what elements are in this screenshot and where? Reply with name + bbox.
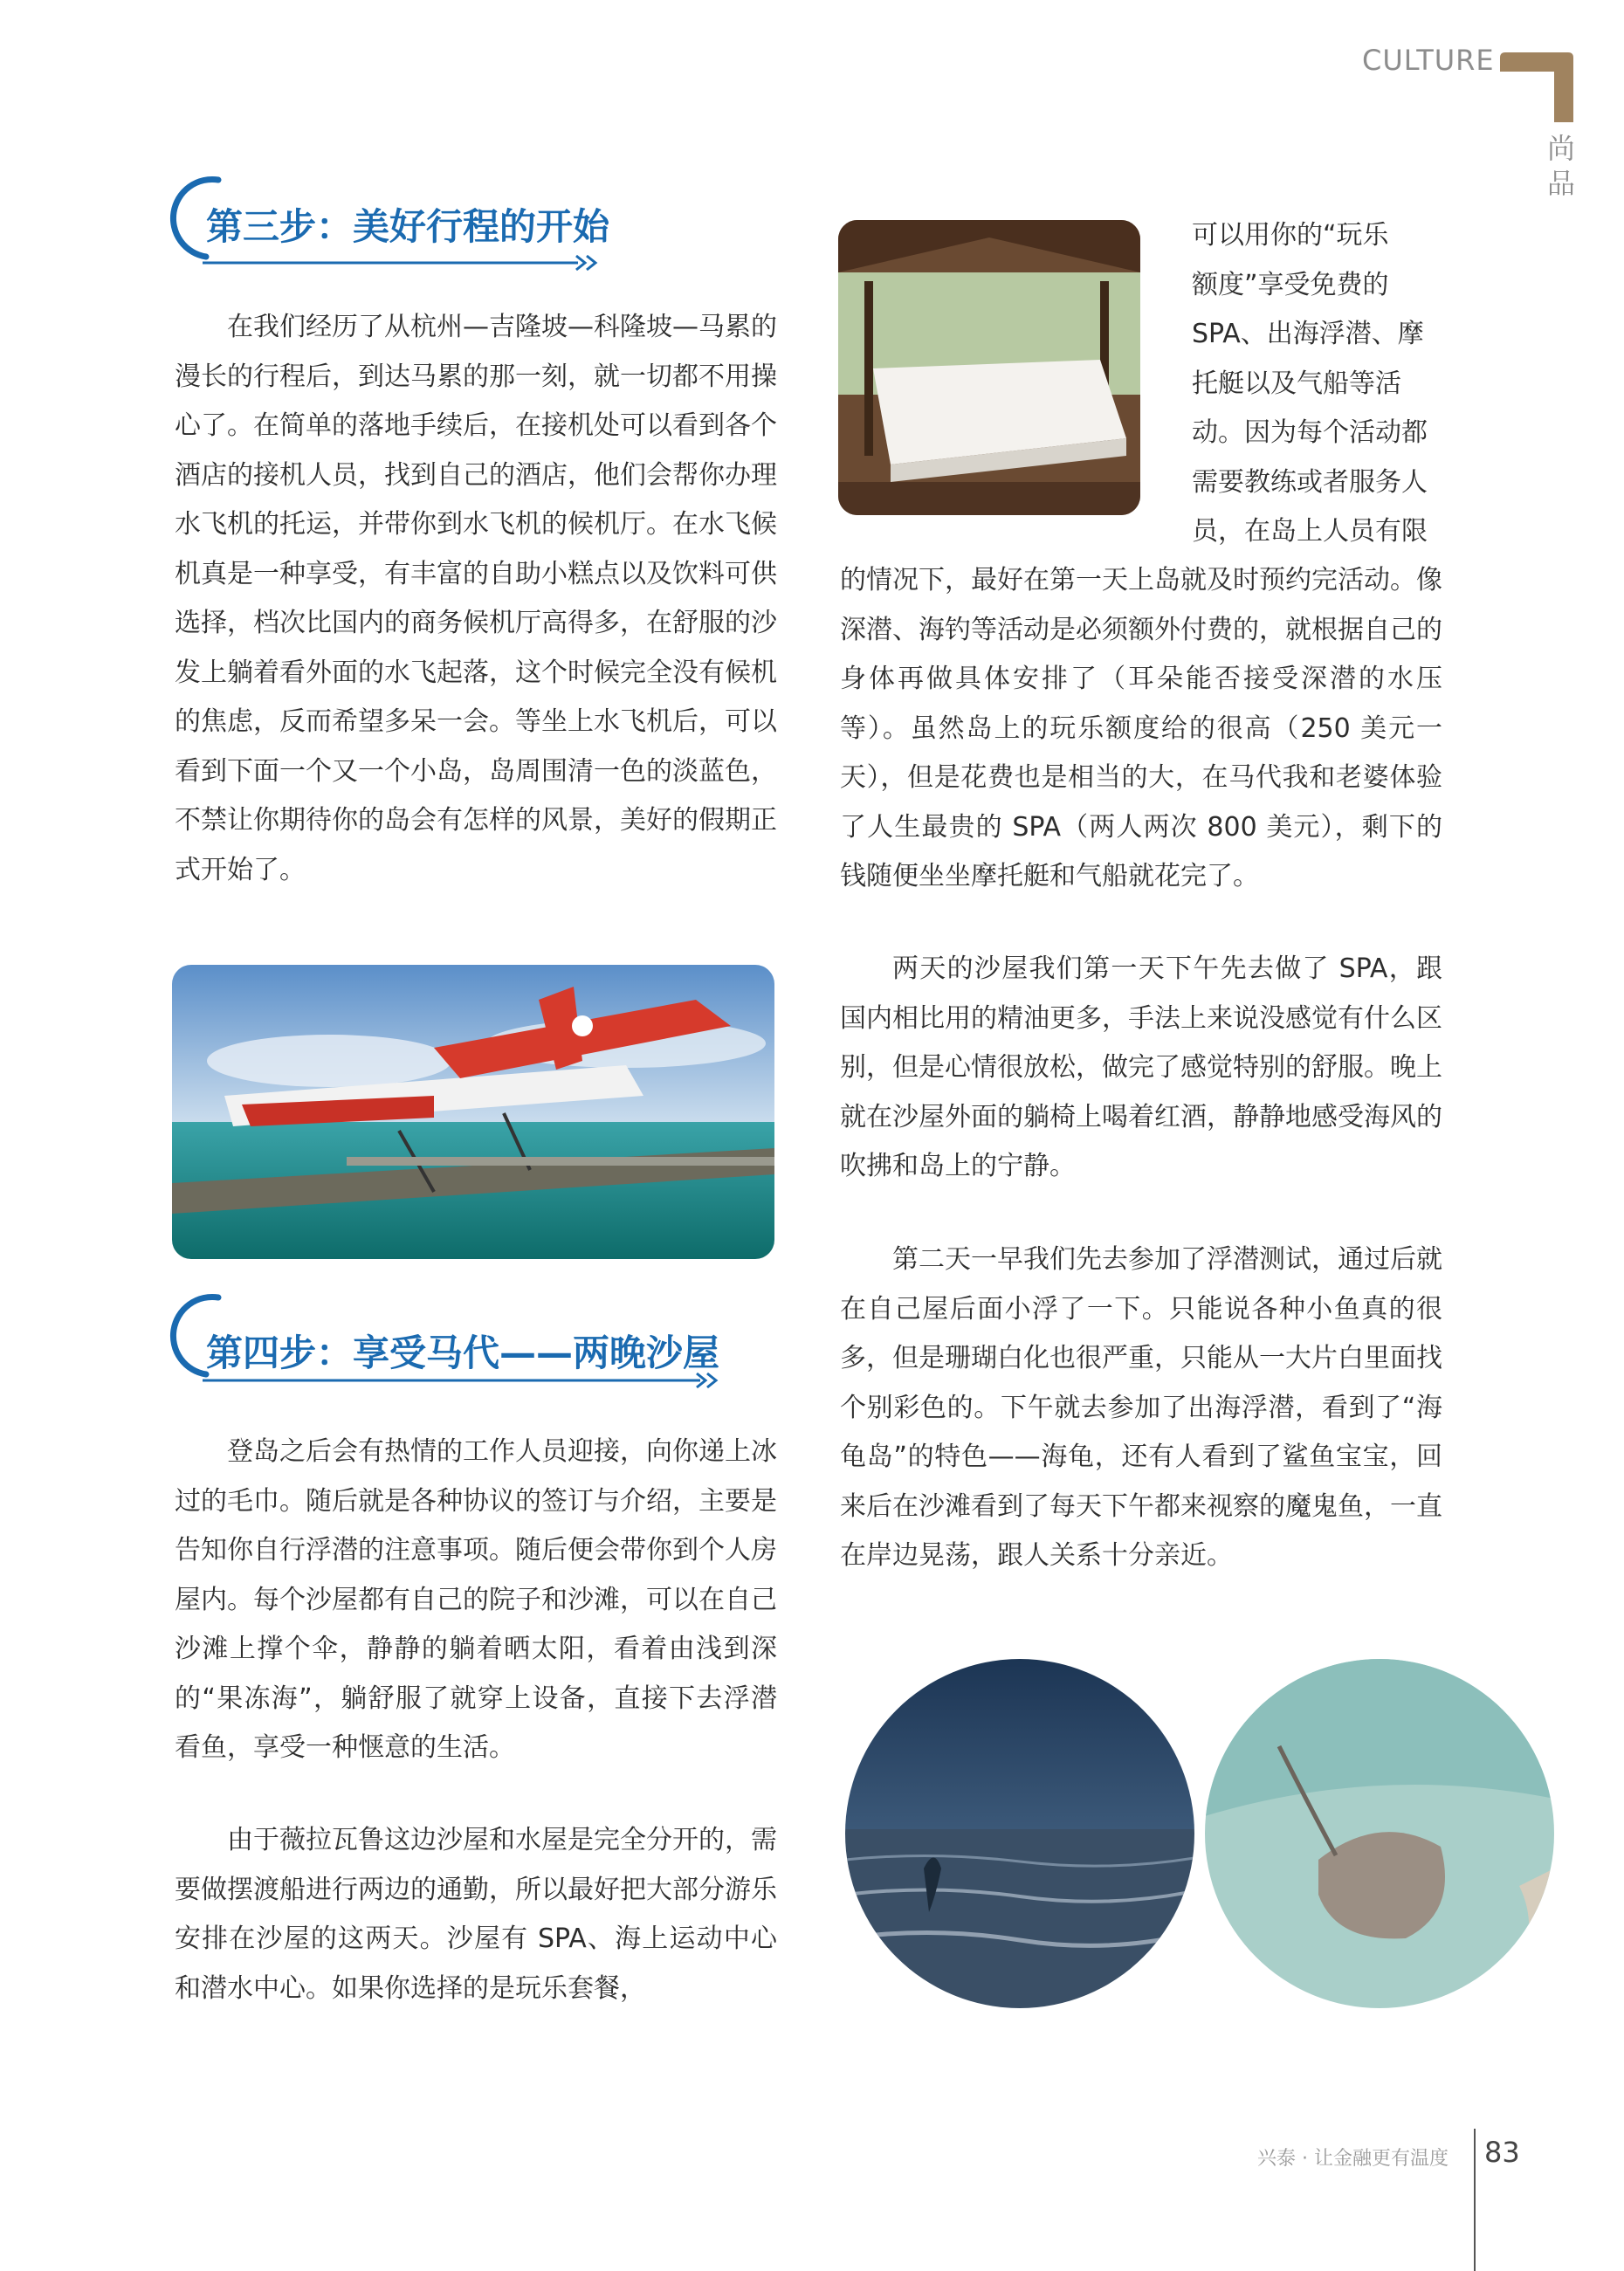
section3-paragraph: 在我们经历了从杭州—吉隆坡—科隆坡—马累的漫长的行程后，到达马累的那一刻，就一切都不用操心了。在简单的落地手续后，在接机处可以看到各个酒店的接机人员，找到自己的酒店，他们会帮你办理水飞机的托运，并带你到水飞机的候机厅。在水飞候机真是一种享受，有丰富的自助小糕点以及饮料可供选择，档次比国内的商务候机厅高得多，在舒服的沙发上躺着看外面的水飞起落，这个时候完全没有候机的焦虑，反而希望多呆一会。等坐上水飞机后，可以看到下面一个又一个小岛，岛周围清一色的淡蓝色，不禁让你期待你的岛会有怎样的风景，美好的假期正式开始了。 bbox=[175, 312, 777, 885]
right-paragraph-1: 的情况下，最好在第一天上岛就及时预约完活动。像深潜、海钓等活动是必须额外付费的，就根据自己的身体再做具体安排了（耳朵能否接受深潜的水压等）。虽然岛上的玩乐额度给的很高（250 美元一天），但是花费也是相当的大，在马代我和老婆体验了人生最贵的 SPA（两人两次 800 美元），剩下的钱随便坐坐摩托艇和气船就花完了。 bbox=[840, 565, 1442, 891]
wrap-line: 员，在岛上人员有限 bbox=[1192, 516, 1428, 547]
wrap-line: 动。因为每个活动都 bbox=[1192, 417, 1428, 448]
section4-title: 第四步：享受马代——两晚沙屋 bbox=[206, 1332, 720, 1374]
footer-divider bbox=[1474, 2129, 1476, 2271]
seaplane-photo bbox=[172, 965, 774, 1259]
wrap-line: SPA、出海浮潜、摩 bbox=[1192, 319, 1424, 349]
right-paragraph-2: 两天的沙屋我们第一天下午先去做了 SPA，跟国内相比用的精油更多，手法上来说没感觉有什么区别，但是心情很放松，做完了感觉特别的舒服。晚上就在沙屋外面的躺椅上喝着红酒，静静地感受海风的吹拂和岛上的宁静。 bbox=[840, 953, 1442, 1181]
wrap-line: 托艇以及气船等活 bbox=[1192, 368, 1401, 399]
section-label: CULTURE bbox=[1362, 44, 1495, 77]
spa-photo bbox=[838, 220, 1140, 515]
section4-paragraph-1: 登岛之后会有热情的工作人员迎接，向你递上冰过的毛巾。随后就是各种协议的签订与介绍，主要是告知你自行浮潜的注意事项。随后便会带你到个人房屋内。每个沙屋都有自己的院子和沙滩，可以在自己沙滩上撑个伞，静静的躺着晒太阳，看着由浅到深的“果冻海”，躺舒服了就穿上设备，直接下去浮潜看鱼，享受一种惬意的生活。 bbox=[175, 1436, 777, 1763]
vertical-label: 尚品 bbox=[1546, 132, 1575, 200]
stingray-photo bbox=[1205, 1659, 1554, 2008]
section3-title: 第三步：美好行程的开始 bbox=[206, 205, 610, 248]
page-number: 83 bbox=[1484, 2136, 1520, 2169]
right-paragraph-3: 第二天一早我们先去参加了浮潜测试，通过后就在自己屋后面小浮了一下。只能说各种小鱼真的很多，但是珊瑚白化也很严重，只能从一大片白里面找个别彩色的。下午就去参加了出海浮潜，看到了“海龟岛”的特色——海龟，还有人看到了鲨鱼宝宝，回来后在沙滩看到了每天下午都来视察的魔鬼鱼，一直在岸边晃荡，跟人关系十分亲近。 bbox=[840, 1244, 1442, 1571]
wrap-line: 额度”享受免费的 bbox=[1192, 269, 1389, 300]
footer-slogan: 兴泰 · 让金融更有温度 bbox=[1257, 2148, 1449, 2170]
header-bracket-icon bbox=[1500, 52, 1573, 122]
ocean-dolphin-photo bbox=[845, 1659, 1194, 2008]
wrap-line: 可以用你的“玩乐 bbox=[1192, 220, 1389, 251]
wrap-line: 需要教练或者服务人 bbox=[1192, 466, 1428, 498]
section4-paragraph-2: 由于薇拉瓦鲁这边沙屋和水屋是完全分开的，需要做摆渡船进行两边的通勤，所以最好把大部分游乐安排在沙屋的这两天。沙屋有 SPA、海上运动中心和潜水中心。如果你选择的是玩乐套餐， bbox=[175, 1825, 777, 2004]
